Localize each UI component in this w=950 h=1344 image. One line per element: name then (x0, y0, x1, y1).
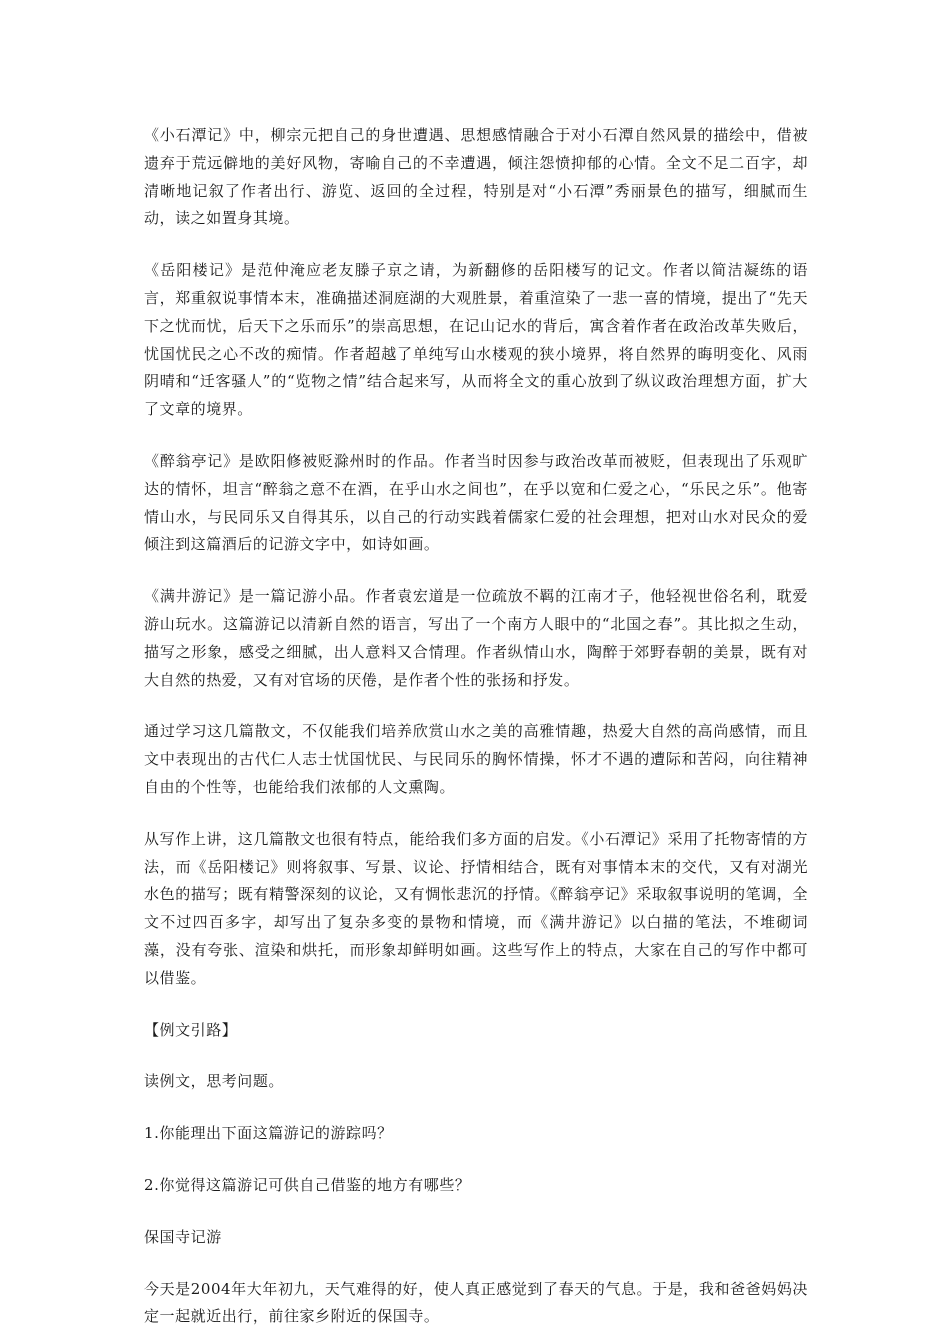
paragraph-writing: 从写作上讲，这几篇散文也很有特点，能给我们多方面的启发。《小石潭记》采用了托物寄情的方法，而《岳阳楼记》则将叙事、写景、议论、抒情相结合，既有对事情本末的交代，又有对湖光水色的描写；既有精警深刻的议论，又有惆怅悲沉的抒情。《醉翁亭记》采取叙事说明的笔调，全文不过四百多字，却写出了复杂多变的景物和情境，而《满井游记》以白描的笔法，不堆砌词藻，没有夸张、渲染和烘托，而形象却鲜明如画。这些写作上的特点，大家在自己的写作中都可以借鉴。 (144, 829, 808, 987)
instruction-text: 读例文，思考问题。 (144, 1072, 284, 1091)
question-2: 2.你觉得这篇游记可供自己借鉴的地方有哪些？ (144, 1175, 471, 1194)
section-heading-example: 【例文引路】 (144, 1020, 238, 1039)
paragraph-summary: 通过学习这几篇散文，不仅能我们培养欣赏山水之美的高雅情趣，热爱大自然的高尚感情，而且文中表现出的古代仁人志士忧国忧民、与民同乐的胸怀情操，怀才不遇的遭际和苦闷，向往精神自由的个性等，也能给我们浓郁的人文熏陶。 (144, 722, 808, 796)
essay-paragraph-1: 今天是2004年大年初九，天气难得的好，使人真正感觉到了春天的气息。于是，我和爸爸妈妈决定一起就近出行，前往家乡附近的保国寺。 (144, 1279, 808, 1326)
question-1: 1.你能理出下面这篇游记的游踪吗？ (144, 1124, 393, 1143)
paragraph-xiaoshitan: 《小石潭记》中，柳宗元把自己的身世遭遇、思想感情融合于对小石潭自然风景的描绘中，借被遗弃于荒远僻地的美好风物，寄喻自己的不幸遭遇，倾注怨愤抑郁的心情。全文不足二百字，却清晰地记叙了作者出行、游览、返回的全过程，特别是对“小石潭”秀丽景色的描写，细腻而生动，读之如置身其境。 (144, 126, 808, 228)
paragraph-yueyanglou: 《岳阳楼记》是范仲淹应老友滕子京之请，为新翻修的岳阳楼写的记文。作者以简洁凝练的语言，郑重叙说事情本末，准确描述洞庭湖的大观胜景，着重渲染了一悲一喜的情境，提出了“先天下之忧而忧，后天下之乐而乐”的崇高思想，在记山记水的背后，寓含着作者在政治改革失败后，忧国忧民之心不改的痴情。作者超越了单纯写山水楼观的狭小境界，将自然界的晦明变化、风雨阴晴和“迁客骚人”的“览物之情”结合起来写，从而将全文的重心放到了纵议政治理想方面，扩大了文章的境界。 (144, 261, 808, 419)
paragraph-zuiwengting: 《醉翁亭记》是欧阳修被贬滁州时的作品。作者当时因参与政治改革而被贬，但表现出了乐观旷达的情怀，坦言“醉翁之意不在酒，在乎山水之间也”，在乎以宽和仁爱之心，“乐民之乐”。他寄情山水，与民同乐又自得其乐，以自己的行动实践着儒家仁爱的社会理想，把对山水对民众的爱倾注到这篇酒后的记游文字中，如诗如画。 (144, 451, 808, 554)
document-body (144, 122, 808, 1331)
essay-title: 保国寺记游 (144, 1227, 222, 1246)
paragraph-manjing: 《满井游记》是一篇记游小品。作者袁宏道是一位疏放不羁的江南才子，他轻视世俗名利，耽爱游山玩水。这篇游记以清新自然的语言，写出了一个南方人眼中的“北国之春”。其比拟之生动，描写之形象，感受之细腻，出人意料又合情理。作者纵情山水，陶醉于郊野春朝的美景，既有对大自然的热爱，又有对官场的厌倦，是作者个性的张扬和抒发。 (144, 587, 808, 689)
